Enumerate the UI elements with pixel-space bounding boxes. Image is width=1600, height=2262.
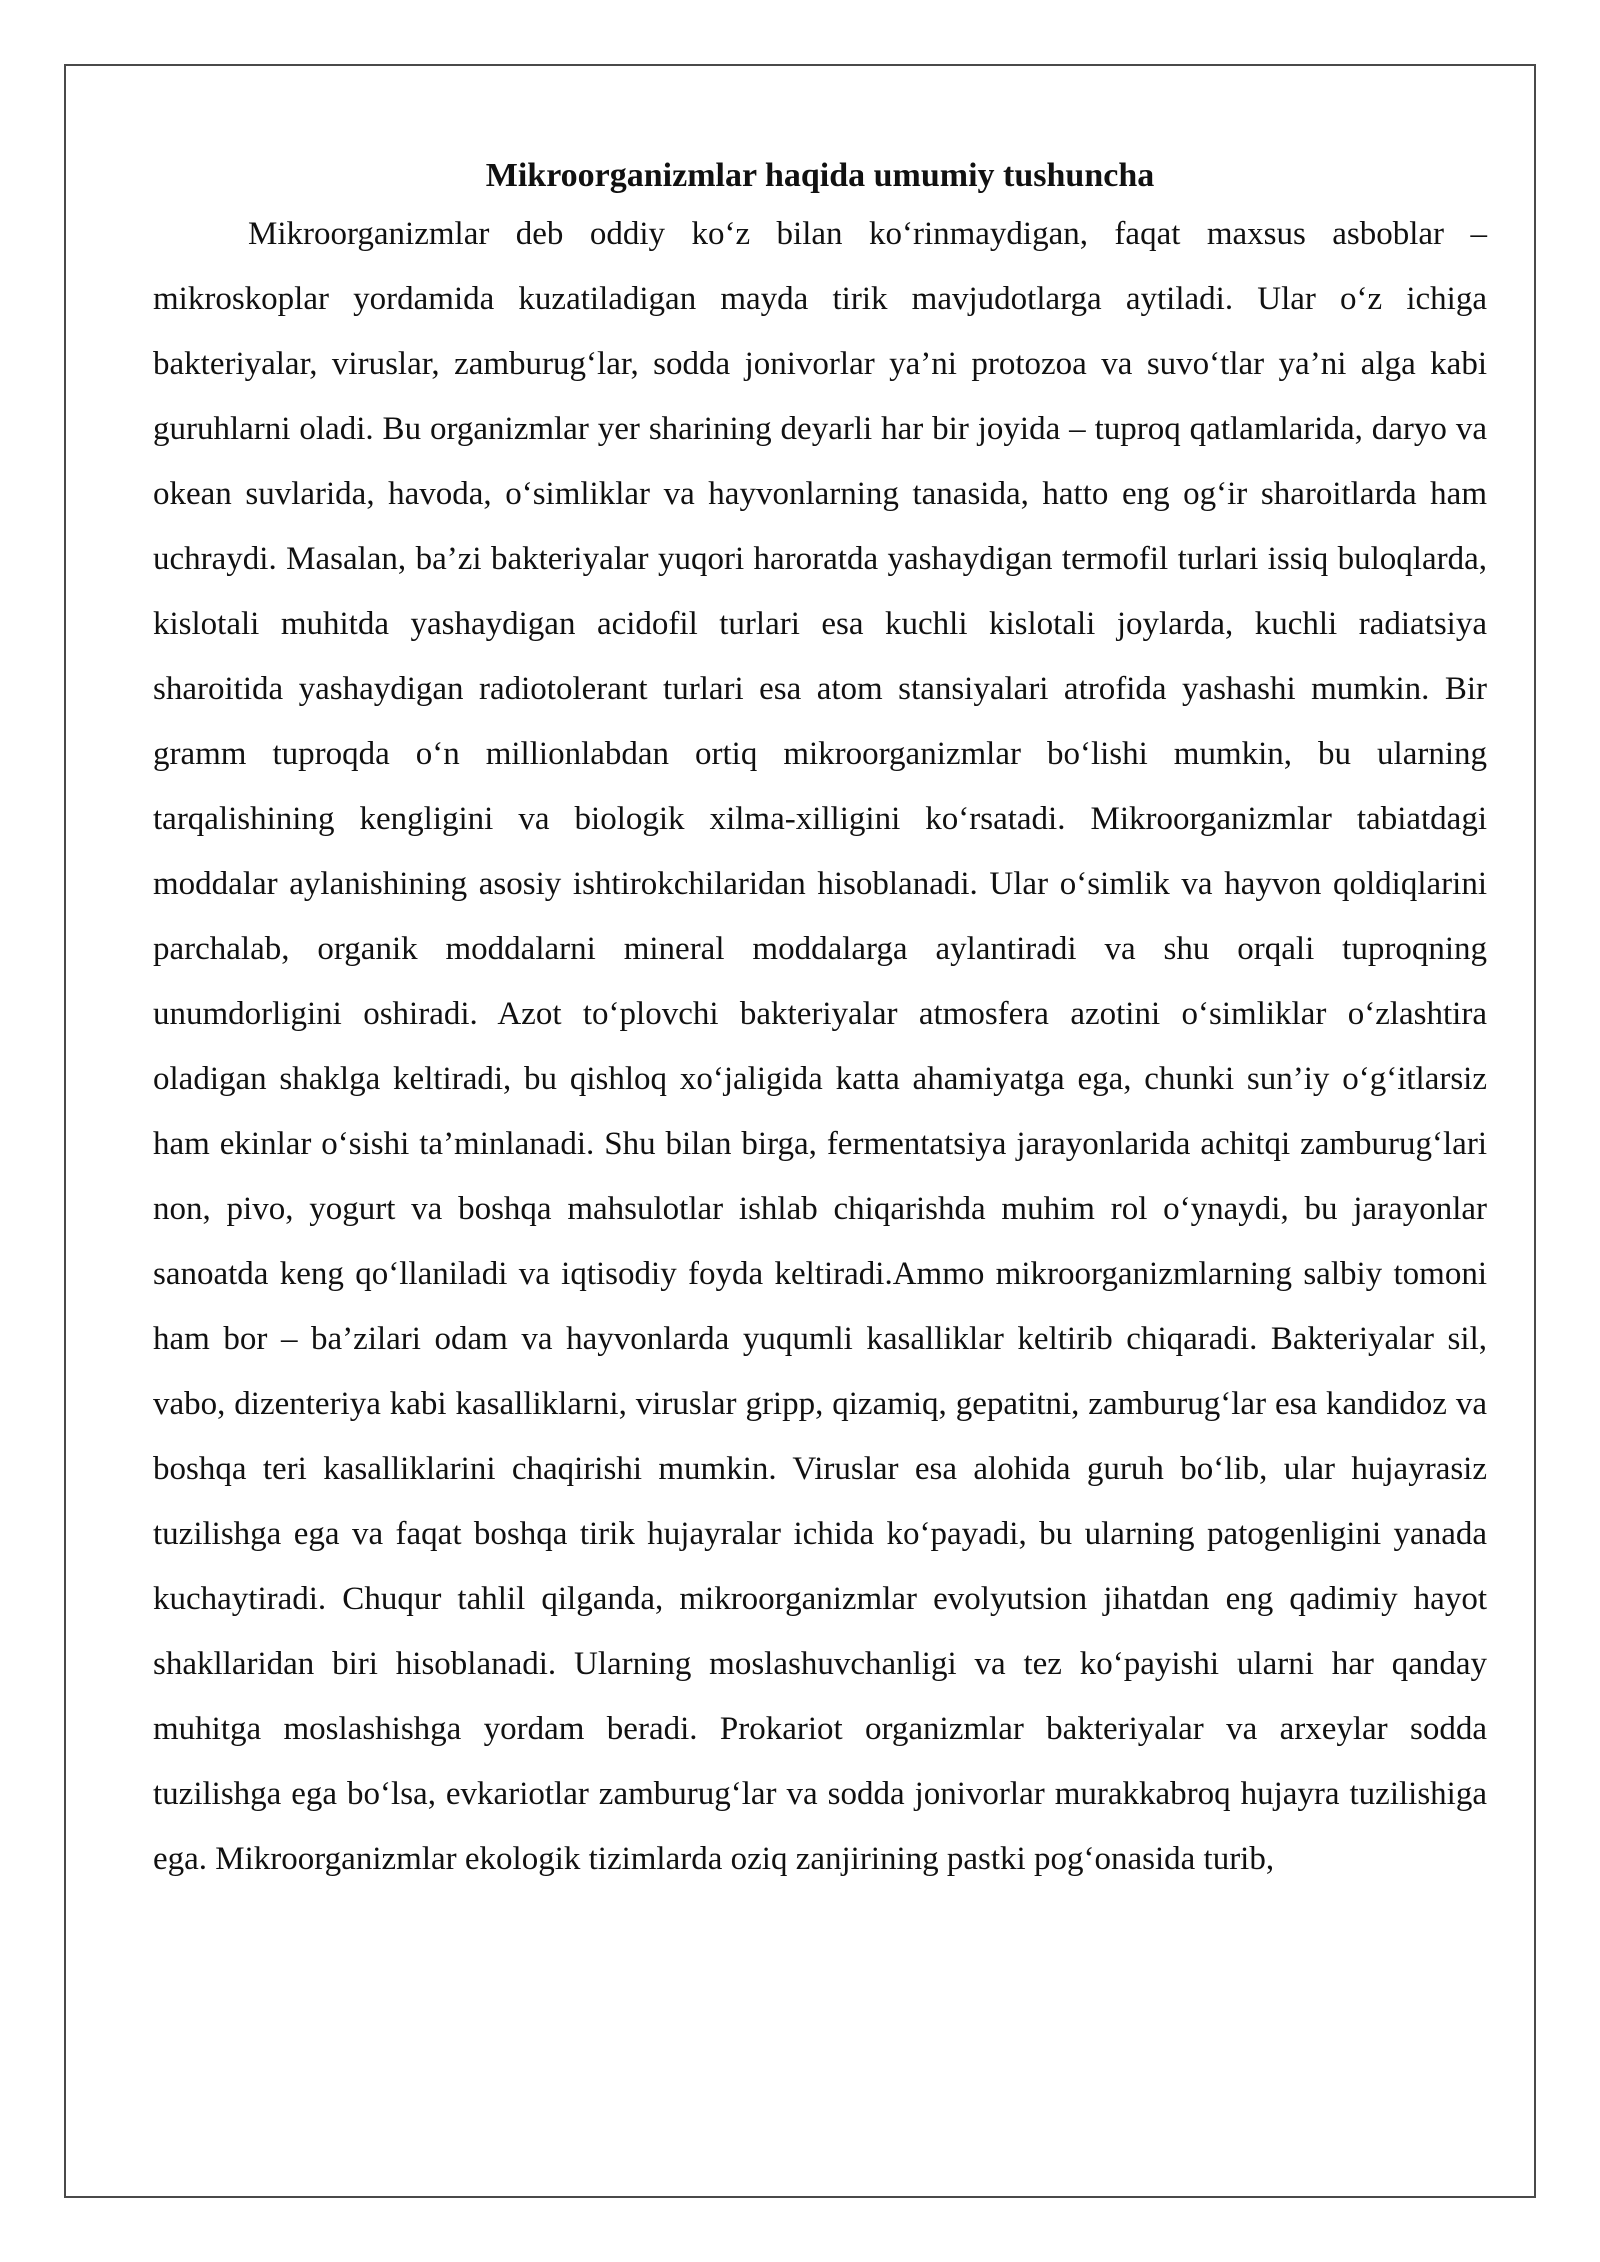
document-content <box>153 150 1487 1892</box>
document-title: Mikroorganizmlar haqida umumiy tushuncha <box>485 157 1155 194</box>
body-paragraph: Mikroorganizmlar deb oddiy koʻz bilan koʻrinmaydigan, faqat maxsus asboblar – mikroskoplar yordamida kuzatiladigan mayda tirik mavjudotlarga aytiladi. Ular oʻz ichiga bakteriyalar, viruslar, zamburugʻlar, sodda jonivorlar ya’ni protozoa va suvoʻtlar ya’ni alga kabi guruhlarni oladi. Bu organizmlar yer sharining deyarli har bir joyida – tuproq qatlamlarida, daryo va okean suvlarida, havoda, oʻsimliklar va hayvonlarning tanasida, hatto eng ogʻir sharoitlarda ham uchraydi. Masalan, ba’zi bakteriyalar yuqori haroratda yashaydigan termofil turlari issiq buloqlarda, kislotali muhitda yashaydigan acidofil turlari esa kuchli kislotali joylarda, kuchli radiatsiya sharoitida yashaydigan radiotolerant turlari esa atom stansiyalari atrofida yashashi mumkin. Bir gramm tuproqda oʻn millionlabdan ortiq mikroorganizmlar boʻlishi mumkin, bu ularning tarqalishining kengligini va biologik xilma-xilligini koʻrsatadi. Mikroorganizmlar tabiatdagi moddalar aylanishining asosiy ishtirokchilaridan hisoblanadi. Ular oʻsimlik va hayvon qoldiqlarini parchalab, organik moddalarni mineral moddalarga aylantiradi va shu orqali tuproqning unumdorligini oshiradi. Azot toʻplovchi bakteriyalar atmosfera azotini oʻsimliklar oʻzlashtira oladigan shaklga keltiradi, bu qishloq xoʻjaligida katta ahamiyatga ega, chunki sun’iy oʻgʻitlarsiz ham ekinlar oʻsishi ta’minlanadi. Shu bilan birga, fermentatsiya jarayonlarida achitqi zamburugʻlari non, pivo, yogurt va boshqa mahsulotlar ishlab chiqarishda muhim rol oʻynaydi, bu jarayonlar sanoatda keng qoʻllaniladi va iqtisodiy foyda keltiradi.Ammo mikroorganizmlarning salbiy tomoni ham bor – ba’zilari odam va hayvonlarda yuqumli kasalliklar keltirib chiqaradi. Bakteriyalar sil, vabo, dizenteriya kabi kasalliklarni, viruslar gripp, qizamiq, gepatitni, zamburugʻlar esa kandidoz va boshqa teri kasalliklarini chaqirishi mumkin. Viruslar esa alohida guruh boʻlib, ular hujayrasiz tuzilishga ega va faqat boshqa tirik hujayralar ichida koʻpayadi, bu ularning patogenligini yanada kuchaytiradi. Chuqur tahlil qilganda, mikroorganizmlar evolyutsion jihatdan eng qadimiy hayot shakllaridan biri hisoblanadi. Ularning moslashuvchanligi va tez koʻpayishi ularni har qanday muhitga moslashishga yordam beradi. Prokariot organizmlar bakteriyalar va arxeylar sodda tuzilishga ega boʻlsa, evkariotlar zamburugʻlar va sodda jonivorlar murakkabroq hujayra tuzilishiga ega. Mikroorganizmlar ekologik tizimlarda oziq zanjirining pastki pogʻonasida turib, <box>153 216 1487 1877</box>
